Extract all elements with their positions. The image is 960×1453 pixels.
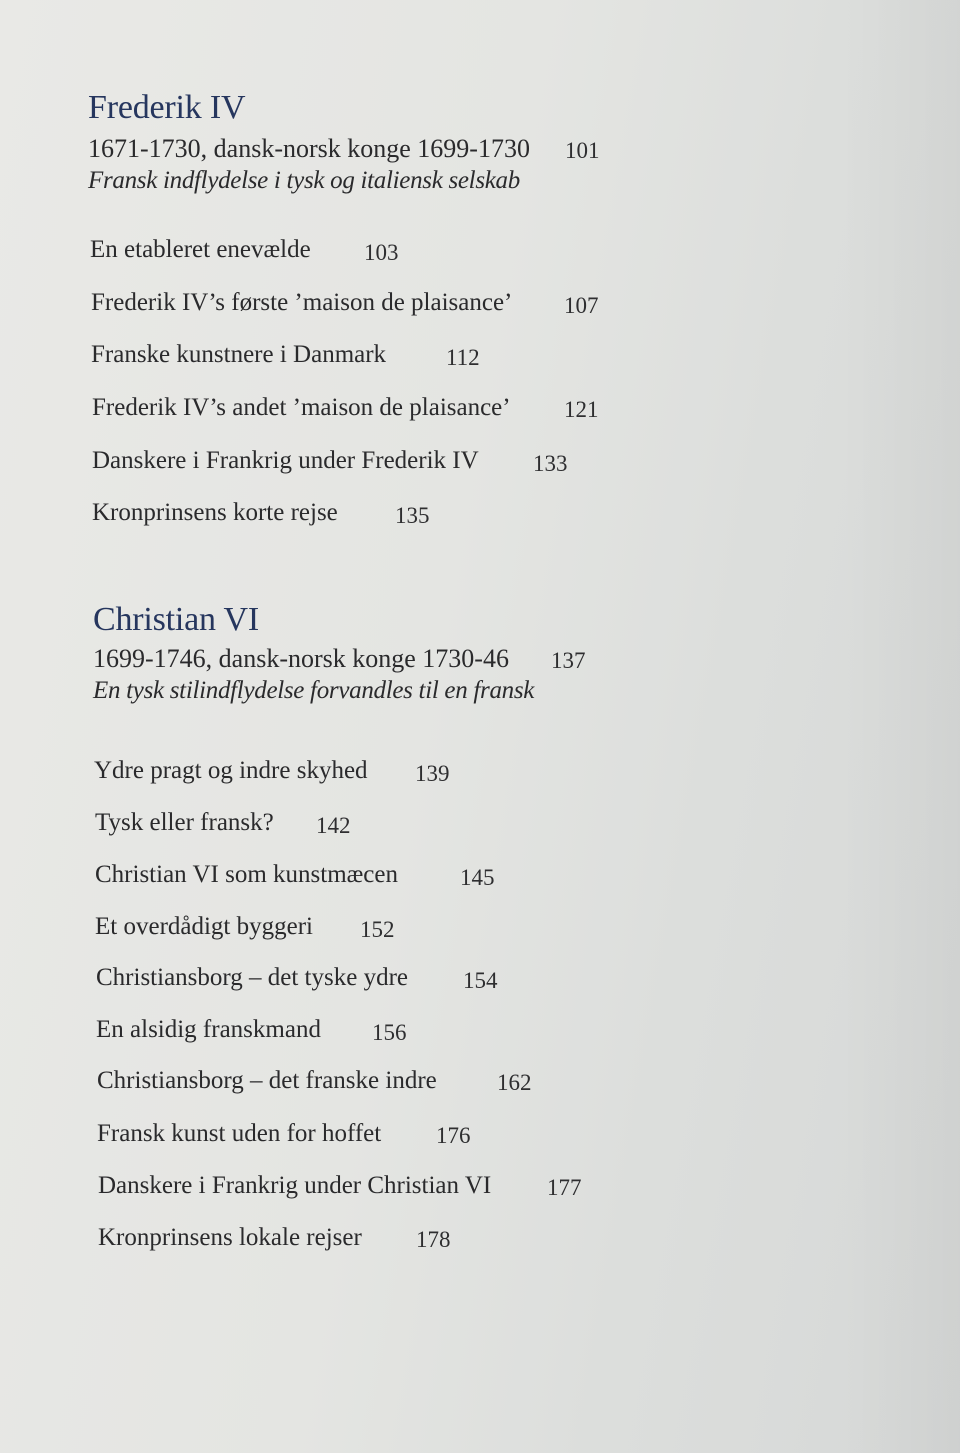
toc-entry: Kronprinsens lokale rejser: [98, 1224, 362, 1251]
toc-page-number: 135: [395, 503, 430, 528]
toc-page-number: 162: [497, 1070, 532, 1095]
toc-page-number: 176: [436, 1123, 471, 1148]
toc-entry: Danskere i Frankrig under Christian VI: [98, 1172, 492, 1199]
toc-page-number: 154: [463, 968, 498, 993]
toc-page-number: 152: [360, 917, 395, 942]
toc-page-number: 142: [316, 813, 351, 838]
toc-entry: Christiansborg – det franske indre: [97, 1067, 437, 1094]
section-page-number: 101: [565, 138, 600, 163]
toc-page-number: 107: [564, 293, 599, 318]
toc-entry: Kronprinsens korte rejse: [92, 499, 338, 526]
toc-entry: Frederik IV’s andet ’maison de plaisance’: [92, 394, 511, 421]
toc-entry: Tysk eller fransk?: [95, 809, 274, 836]
toc-entry: En etableret enevælde: [90, 236, 311, 263]
section-dates: 1699-1746, dansk-norsk konge 1730-46: [93, 644, 509, 673]
toc-entry: Fransk kunst uden for hoffet: [97, 1120, 382, 1147]
section-title: Frederik IV: [88, 89, 246, 126]
toc-page-number: 178: [416, 1227, 451, 1252]
toc-page-number: 177: [547, 1175, 582, 1200]
section-title: Christian VI: [93, 601, 260, 638]
toc-entry: Christiansborg – det tyske ydre: [96, 964, 408, 991]
toc-entry: Frederik IV’s første ’maison de plaisance’: [91, 289, 513, 316]
toc-entry: Danskere i Frankrig under Frederik IV: [92, 447, 479, 474]
section-page-number: 137: [551, 648, 586, 673]
toc-entry: Christian VI som kunstmæcen: [95, 861, 399, 888]
toc-page-number: 133: [533, 451, 568, 476]
toc-entry: En alsidig franskmand: [96, 1016, 321, 1043]
toc-entry: Franske kunstnere i Danmark: [91, 341, 387, 368]
section-dates: 1671-1730, dansk-norsk konge 1699-1730: [88, 134, 530, 163]
toc-entry: Ydre pragt og indre skyhed: [94, 757, 368, 784]
section-subtitle: Fransk indflydelse i tysk og italiensk selskab: [88, 167, 520, 194]
section-subtitle: En tysk stilindflydelse forvandles til en fransk: [93, 677, 535, 704]
toc-page-number: 121: [564, 397, 599, 422]
toc-page-number: 156: [372, 1020, 407, 1045]
toc-page-number: 112: [446, 345, 480, 370]
toc-page-number: 145: [460, 865, 495, 890]
toc-page-number: 139: [415, 761, 450, 786]
toc-page-number: 103: [364, 240, 399, 265]
page-edge-shadow: [840, 0, 960, 1453]
toc-entry: Et overdådigt byggeri: [95, 913, 313, 940]
